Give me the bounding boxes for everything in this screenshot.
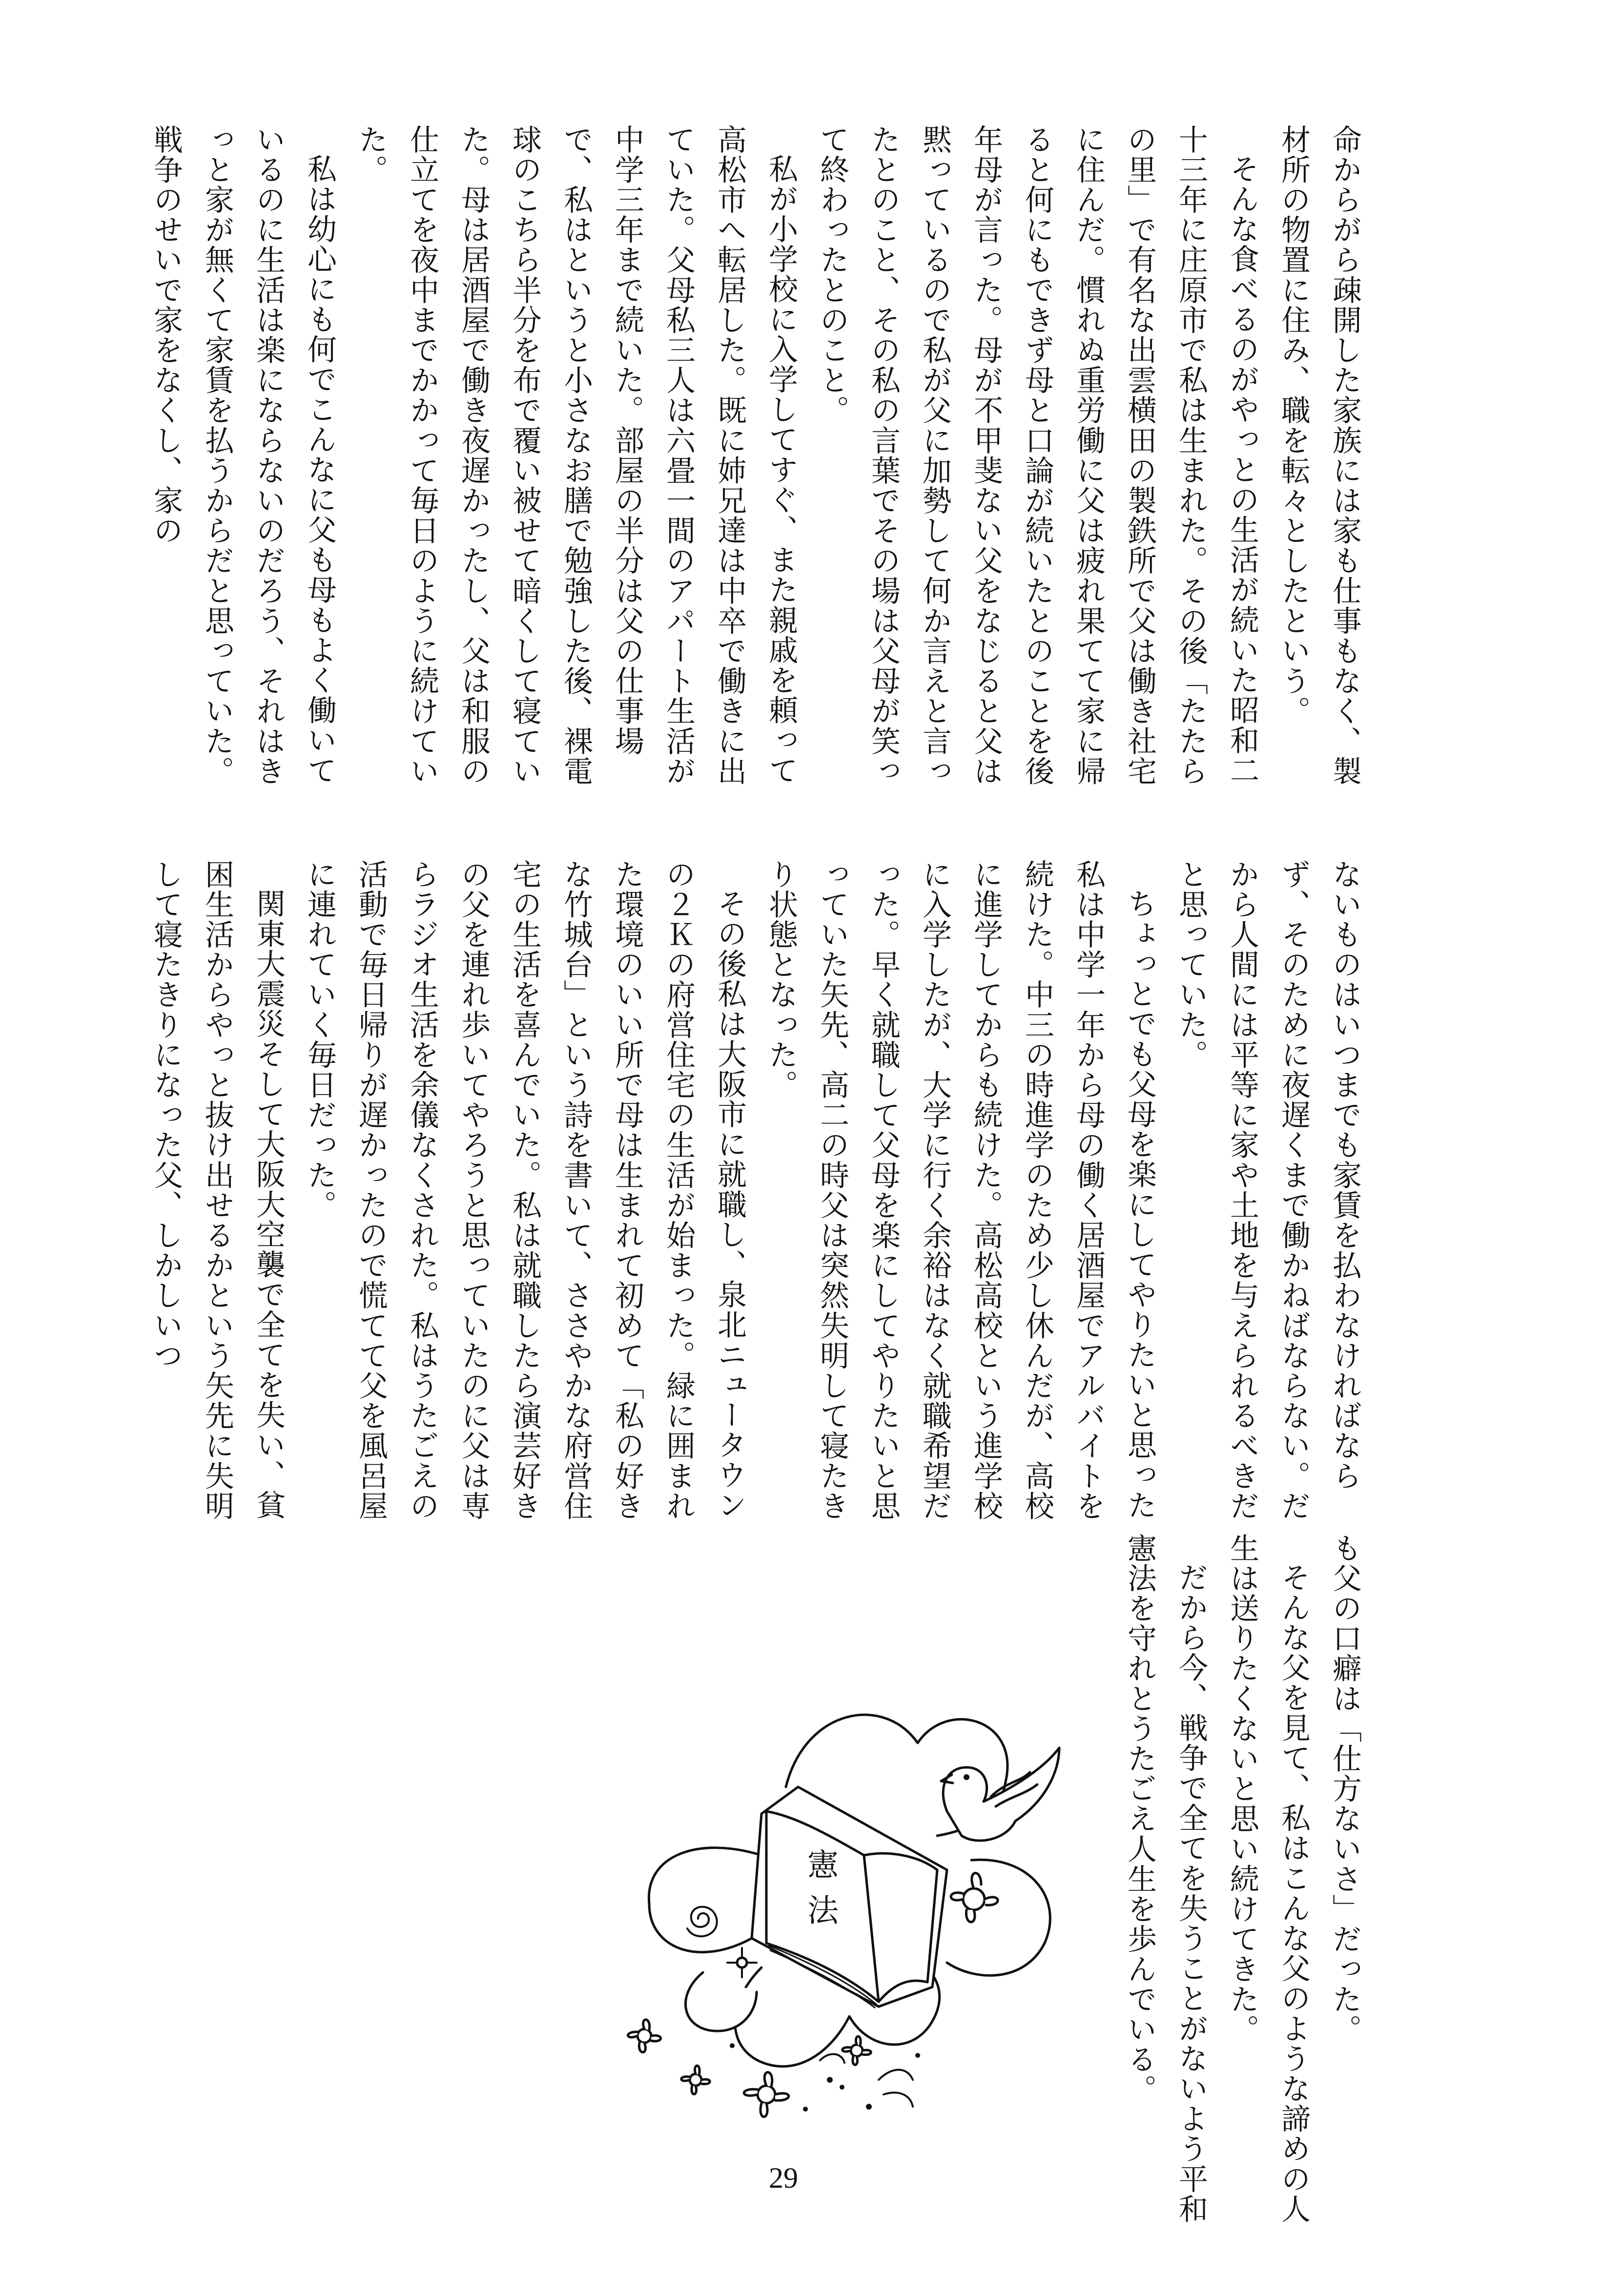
small-flower-icon <box>744 2072 789 2116</box>
small-flower-icon <box>727 1948 757 1977</box>
paragraph: 私は幼心にも何でこんなに父も母もよく働いているのに生活は楽にならないのだろう、それはきっと家が無くて家賃を払うからだと思っていた。戦争のせいで家をなくし、家の <box>149 124 337 787</box>
small-flower-icon <box>628 2020 661 2052</box>
paragraph: 関東大震災そして大阪大空襲で全てを失い、貧困生活からやっと抜け出せるかという矢先に失明して寝たきりになった父、しかしいつ <box>149 859 286 1521</box>
lower-text-block <box>13 859 1370 1523</box>
paragraph: だから今、戦争で全てを失うことがないよう平和憲法を守れとうたごえ人生を歩んでいる。 <box>1123 1533 1208 2224</box>
constitution-book-illustration <box>576 1626 1118 2148</box>
leaf-sprig-icon <box>820 2054 844 2063</box>
paragraph: 私が小学校に入学してすぐ、また親戚を頼って高松市へ転居した。既に姉兄達は中卒で働きに出ていた。父母私三人は六畳一間のアパート生活が中学三年まで続いた。部屋の半分は父の仕事場で、私はというと小さなお膳で勉強した後、裸電球のこちら半分を布で覆い被せて暗くして寝ていた。母は居酒屋で働き夜遅かったし、父は和服の仕立てを夜中までかかって毎日のように続けていた。 <box>354 124 798 787</box>
paragraph: 命からがら疎開した家族には家も仕事もなく、製材所の物置に住み、職を転々としたという。 <box>1276 124 1362 787</box>
paragraph: も父の口癖は「仕方ないさ」だった。 <box>1328 1533 1362 2045</box>
paragraph: そんな父を見て、私はこんな父のような諦めの人生は送りたくないと思い続けてきた。 <box>1225 1533 1311 2224</box>
page-number: 29 <box>769 2162 798 2194</box>
book-title-kanji: 憲法 <box>802 1848 838 1940</box>
small-flower-icon <box>843 2036 871 2065</box>
clover-leaf-right <box>947 1860 1050 1975</box>
paragraph: ちょっとでも父母を楽にしてやりたいと思った私は中学一年から母の働く居酒屋でアルバイトを続けた。中三の時進学のため少し休んだが、高校に進学してからも続けた。高松高校という進学校に入学したが、大学に行く余裕はなく就職希望だった。早く就職して父母を楽にしてやりたいと思っていた矢先、高二の時父は突然失明して寝たきり状態となった。 <box>764 859 1157 1521</box>
paragraph: そんな食べるのがやっとの生活が続いた昭和二十三年に庄原市で私は生まれた。その後「たたらの里」で有名な出雲横田の製鉄所で父は働き社宅に住んだ。慣れぬ重労働に父は疲れ果てて家に帰ると何にもできず母と口論が続いたとのことを後年母が言った。母が不甲斐ない父をなじると父は黙っているので私が父に加勢して何か言えと言ったとのこと、その私の言葉でその場は父母が笑って終わったとのこと。 <box>815 124 1259 787</box>
paragraph: その後私は大阪市に就職し、泉北ニュータウンの２Ｋの府営住宅の生活が始まった。緑に囲まれた環境のいい所で母は生まれて初めて「私の好きな竹城台」という詩を書いて、ささやかな府営住宅の生活を喜んでいた。私は就職したら演芸好きの父を連れ歩いてやろうと思っていたのに父は専らラジオ生活を余儀なくされた。私はうたごえの活動で毎日帰りが遅かったので慌てて父を風呂屋に連れていく毎日だった。 <box>303 859 747 1521</box>
leaf-sprig-icon <box>879 2070 913 2107</box>
small-flower-icon <box>681 2066 710 2094</box>
paragraph: ないものはいつまでも家賃を払わなければならず、そのために夜遅くまで働かねばならない。だから人間には平等に家や土地を与えられるべきだと思っていた。 <box>1174 859 1362 1521</box>
upper-text-block <box>13 124 1370 793</box>
dove-eye <box>964 1774 969 1780</box>
